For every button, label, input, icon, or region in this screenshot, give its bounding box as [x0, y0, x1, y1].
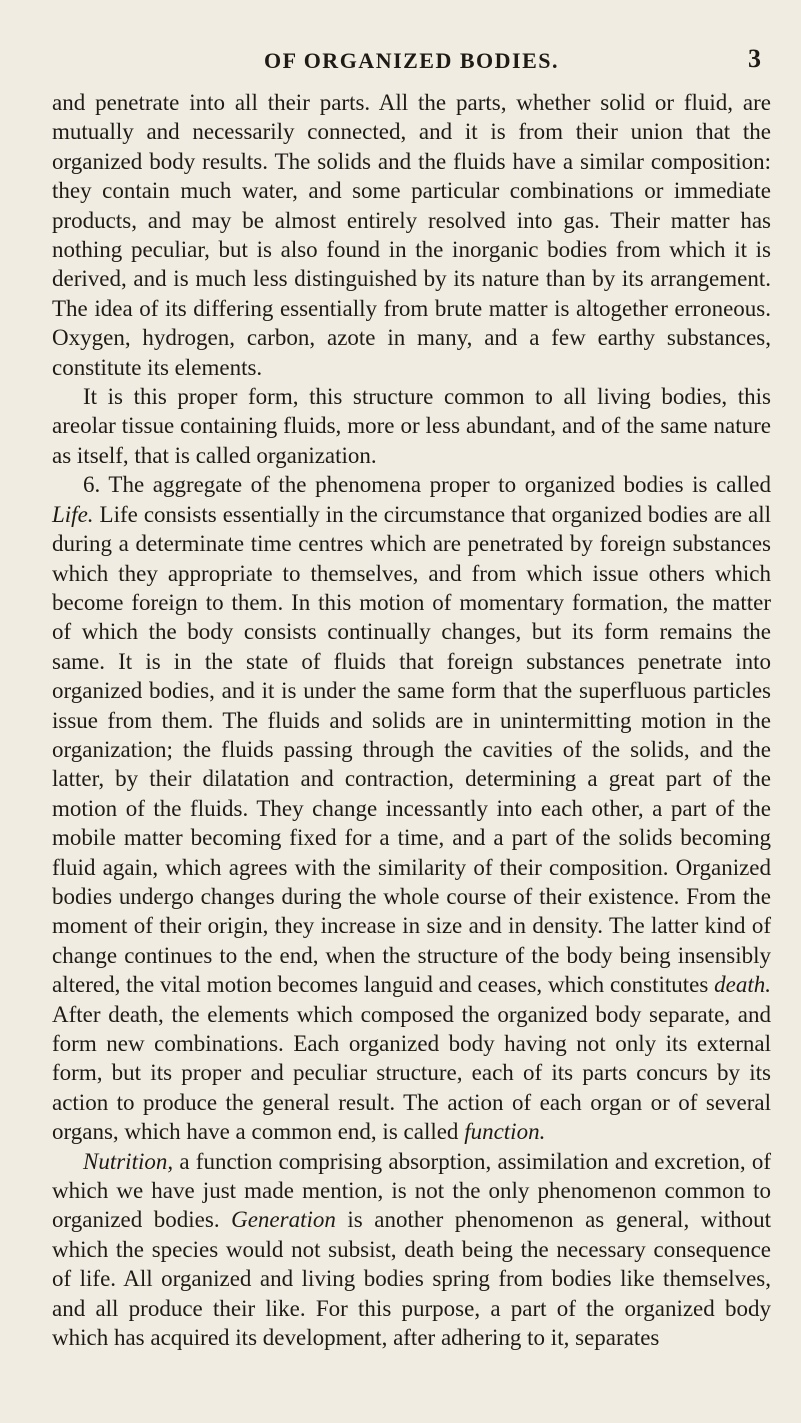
paragraph-continuation [52, 88, 771, 382]
term-nutrition: Nutrition, [83, 1148, 174, 1174]
paragraph-text: Life consists essentially in the circumstance that organized bodies are all during a determinate time centres which are penetrated by foreign substances which they appropriate to themselves, and from which issue others which become foreign to them. In this motion of momentary formation, the matter of which the body consists continually changes, but its form remains the same. It is in the state of fluids that foreign substances penetrate into organized bodies, and it is under the same form that the superfluous particles issue from them. The fluids and solids are in unintermitting motion in the organization; the fluids passing through the cavities of the solids, and the latter, by their dilatation and contraction, determining a great part of the motion of the fluids. They change incessantly into each other, a part of the mobile matter becoming fixed for a time, and a part of the solids becoming fluid again, which agrees with the similarity of their composition. Organized bodies undergo changes during the whole course of their existence. From the moment of their origin, they increase in size and in density. The latter kind of change continues to the end, when the structure of the body being insensibly altered, the vital motion becomes languid and ceases, which constitutes [52, 501, 771, 998]
paragraph-text: After death, the elements which composed the organized body separate, and form new combinations. Each organized body having not only its external form, but its proper and peculiar structure, each of its parts concurs by its action to produce the general result. The action of each organ or of several organs, which have a common end, is called [52, 1001, 771, 1145]
page-number: 3 [748, 44, 761, 73]
paragraph-text: It is this proper form, this structure common to all living bodies, this areolar tissue containing fluids, more or less abundant, and of the same nature as itself, that is called organization. [52, 384, 771, 468]
paragraph-organization [52, 382, 771, 470]
section-number: 6. [83, 472, 101, 498]
term-life: Life. [52, 501, 94, 527]
term-generation: Generation [231, 1207, 336, 1233]
page-header [52, 42, 771, 84]
running-title: OF ORGANIZED BODIES. [263, 48, 560, 73]
term-function: function. [464, 1119, 546, 1145]
paragraph-text: a function comprising absorption, assimilation and excretion, of which we have just made mention, is not the only phenomenon common to organized bodies. [52, 1148, 771, 1233]
term-death: death. [714, 972, 771, 998]
paragraph-text: is another phenomenon as general, without which the species would not subsist, death being the necessary consequence of life. All organized and living bodies spring from bodies like themselves, and all produce their like. For this purpose, a part of the organized body which has acquired its development, after adhering to it, separates [52, 1207, 771, 1351]
body-text [52, 88, 771, 1352]
paragraph-nutrition [52, 1147, 771, 1353]
paragraph-text: and penetrate into all their parts. All the parts, whether solid or fluid, are mutually and necessarily connected, and it is from their union that the organized body results. The solids and the fluids have a similar composition: they contain much water, and some particular combinations or immediate products, and may be almost entirely resolved into gas. Their matter has nothing peculiar, but is also found in the inorganic bodies from which it is derived, and is much less distinguished by its nature than by its arrangement. The idea of its differing essentially from brute matter is altogether erroneous. Oxygen, hydrogen, carbon, azote in many, and a few earthy substances, constitute its elements. [52, 90, 771, 380]
paragraph-life [52, 470, 771, 1146]
paragraph-text: The aggregate of the phenomena proper to organized bodies is called [100, 472, 771, 498]
